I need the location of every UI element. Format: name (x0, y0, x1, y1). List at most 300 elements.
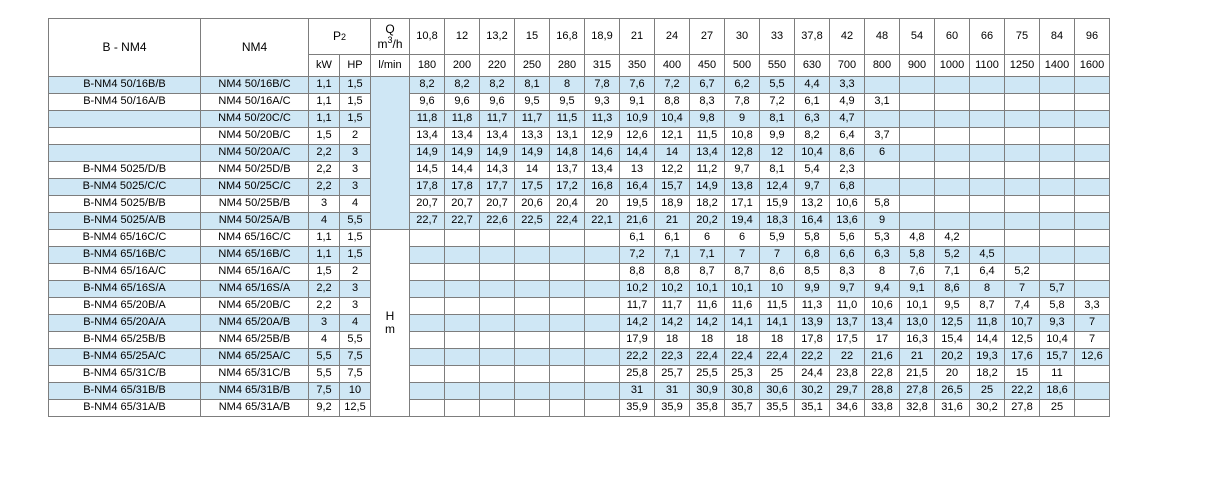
cell-head-value: 20,7 (410, 196, 445, 213)
cell-power-hp: 3 (340, 179, 371, 196)
cell-head-value (1075, 162, 1110, 179)
cell-head-value: 17,9 (620, 332, 655, 349)
cell-head-value (585, 281, 620, 298)
cell-head-value (900, 196, 935, 213)
cell-head-value: 2,3 (830, 162, 865, 179)
cell-head-value: 13,2 (795, 196, 830, 213)
table-row (49, 128, 1110, 145)
cell-head-value (935, 128, 970, 145)
cell-head-value: 14,9 (515, 145, 550, 162)
cell-head-value: 21,6 (865, 349, 900, 366)
flow-m3h-18: 84 (1040, 19, 1075, 55)
cell-head-value: 12 (760, 145, 795, 162)
cell-head-value: 7,1 (935, 264, 970, 281)
cell-head-value: 10,7 (1005, 315, 1040, 332)
cell-head-value: 14,5 (410, 162, 445, 179)
cell-power-hp: 3 (340, 281, 371, 298)
table-row (49, 315, 1110, 332)
flow-lmin-11: 630 (795, 55, 830, 77)
cell-head-value: 11,8 (445, 111, 480, 128)
flow-m3h-2: 13,2 (480, 19, 515, 55)
cell-head-value (445, 264, 480, 281)
cell-head-value: 19,5 (620, 196, 655, 213)
cell-head-value: 9,6 (410, 94, 445, 111)
cell-head-value: 7,2 (620, 247, 655, 264)
cell-head-value (935, 179, 970, 196)
cell-head-value: 8,8 (655, 264, 690, 281)
cell-head-value: 13,1 (550, 128, 585, 145)
cell-head-value: 7,2 (760, 94, 795, 111)
cell-head-value: 22,7 (445, 213, 480, 230)
cell-head-value: 14,4 (445, 162, 480, 179)
cell-head-value: 10,9 (620, 111, 655, 128)
cell-head-value (935, 77, 970, 94)
cell-head-value: 22,2 (795, 349, 830, 366)
cell-head-value: 22,3 (655, 349, 690, 366)
cell-head-value (480, 281, 515, 298)
head-unit-m-label: m (385, 322, 395, 336)
cell-bnm4-model: B-NM4 65/20A/A (49, 315, 201, 332)
cell-head-value (900, 213, 935, 230)
cell-head-value (410, 400, 445, 417)
cell-head-value (550, 247, 585, 264)
cell-head-value: 14,8 (550, 145, 585, 162)
cell-head-value: 8,3 (690, 94, 725, 111)
cell-head-value (1075, 281, 1110, 298)
cell-head-value (1075, 128, 1110, 145)
cell-head-value: 22,5 (515, 213, 550, 230)
cell-bnm4-model: B-NM4 5025/A/B (49, 213, 201, 230)
cell-head-value (1040, 179, 1075, 196)
cell-head-value: 22,7 (410, 213, 445, 230)
cell-head-value: 26,5 (935, 383, 970, 400)
cell-head-value: 24,4 (795, 366, 830, 383)
cell-power-hp: 2 (340, 264, 371, 281)
flow-lmin-10: 550 (760, 55, 795, 77)
cell-head-unit-top (371, 77, 410, 230)
cell-nm4-model: NM4 50/16B/C (201, 77, 309, 94)
table-body (49, 77, 1110, 417)
cell-head-value: 14,2 (655, 315, 690, 332)
flow-m3h-8: 27 (690, 19, 725, 55)
flow-m3h-13: 48 (865, 19, 900, 55)
cell-head-value (1040, 128, 1075, 145)
table-row (49, 281, 1110, 298)
cell-bnm4-model: B-NM4 65/20B/A (49, 298, 201, 315)
cell-head-value: 22,1 (585, 213, 620, 230)
cell-head-value: 10,1 (690, 281, 725, 298)
cell-nm4-model: NM4 65/20A/B (201, 315, 309, 332)
cell-head-value (410, 383, 445, 400)
cell-head-value: 9,6 (480, 94, 515, 111)
cell-head-value (480, 366, 515, 383)
cell-head-value: 11,8 (410, 111, 445, 128)
cell-head-value: 16,4 (795, 213, 830, 230)
cell-head-value: 13,4 (480, 128, 515, 145)
cell-head-value (480, 315, 515, 332)
cell-power-kw: 7,5 (309, 383, 340, 400)
cell-head-value (1075, 230, 1110, 247)
cell-head-value: 17,8 (445, 179, 480, 196)
cell-head-value: 9,6 (445, 94, 480, 111)
cell-head-value: 14,9 (410, 145, 445, 162)
cell-head-value (1005, 196, 1040, 213)
flow-m3h-6: 21 (620, 19, 655, 55)
cell-head-value (935, 111, 970, 128)
cell-head-value: 7 (1075, 332, 1110, 349)
cell-head-value: 6,1 (620, 230, 655, 247)
flow-m3h-12: 42 (830, 19, 865, 55)
flow-m3h-7: 24 (655, 19, 690, 55)
cell-head-value: 3,3 (830, 77, 865, 94)
cell-head-value: 5,8 (900, 247, 935, 264)
cell-head-value (1005, 247, 1040, 264)
cell-nm4-model: NM4 50/20A/C (201, 145, 309, 162)
cell-nm4-model: NM4 50/20C/C (201, 111, 309, 128)
cell-head-value: 8,1 (760, 111, 795, 128)
cell-head-value: 17,2 (550, 179, 585, 196)
cell-head-value (515, 281, 550, 298)
cell-power-hp: 1,5 (340, 230, 371, 247)
table-row (49, 383, 1110, 400)
cell-head-value: 4,5 (970, 247, 1005, 264)
cell-head-value: 7 (1005, 281, 1040, 298)
cell-bnm4-model: B-NM4 5025/C/C (49, 179, 201, 196)
cell-power-kw: 1,1 (309, 247, 340, 264)
flow-lmin-14: 900 (900, 55, 935, 77)
cell-bnm4-model (49, 145, 201, 162)
cell-power-hp: 7,5 (340, 366, 371, 383)
cell-nm4-model: NM4 65/20B/C (201, 298, 309, 315)
cell-power-kw: 4 (309, 332, 340, 349)
cell-head-value (515, 315, 550, 332)
cell-power-hp: 5,5 (340, 213, 371, 230)
cell-power-hp: 3 (340, 162, 371, 179)
cell-head-value: 8 (970, 281, 1005, 298)
cell-head-value (480, 400, 515, 417)
cell-head-value (970, 77, 1005, 94)
cell-head-value: 14,3 (480, 162, 515, 179)
cell-head-value (1005, 77, 1040, 94)
cell-head-value (1040, 196, 1075, 213)
cell-head-value (585, 230, 620, 247)
cell-head-value: 11,7 (480, 111, 515, 128)
cell-bnm4-model: B-NM4 5025/B/B (49, 196, 201, 213)
cell-head-value: 25,5 (690, 366, 725, 383)
cell-head-value: 14 (655, 145, 690, 162)
cell-head-value (1040, 111, 1075, 128)
flow-lmin-12: 700 (830, 55, 865, 77)
cell-head-value (585, 400, 620, 417)
cell-head-value: 8,2 (480, 77, 515, 94)
cell-head-value (1075, 94, 1110, 111)
cell-head-value: 20,6 (515, 196, 550, 213)
cell-power-hp: 1,5 (340, 94, 371, 111)
cell-head-value: 11,6 (690, 298, 725, 315)
cell-head-value: 20,2 (935, 349, 970, 366)
cell-head-value: 7,6 (900, 264, 935, 281)
cell-power-kw: 1,5 (309, 128, 340, 145)
cell-head-value (900, 179, 935, 196)
cell-head-value: 13,4 (585, 162, 620, 179)
cell-head-value: 20,2 (690, 213, 725, 230)
cell-power-kw: 2,2 (309, 179, 340, 196)
cell-head-value: 14,4 (970, 332, 1005, 349)
cell-head-value: 9,8 (690, 111, 725, 128)
cell-power-hp: 1,5 (340, 247, 371, 264)
flow-lmin-16: 1100 (970, 55, 1005, 77)
cell-power-hp: 2 (340, 128, 371, 145)
cell-head-value (970, 213, 1005, 230)
flow-m3h-19: 96 (1075, 19, 1110, 55)
cell-head-value (1040, 247, 1075, 264)
cell-head-value: 25,3 (725, 366, 760, 383)
cell-bnm4-model: B-NM4 65/25A/C (49, 349, 201, 366)
cell-head-value: 22,4 (550, 213, 585, 230)
cell-head-value: 6,8 (795, 247, 830, 264)
cell-head-value (515, 298, 550, 315)
cell-head-value: 20 (585, 196, 620, 213)
cell-head-value: 13,7 (550, 162, 585, 179)
cell-bnm4-model: B-NM4 65/31C/B (49, 366, 201, 383)
flow-m3h-1: 12 (445, 19, 480, 55)
cell-head-value: 10,1 (900, 298, 935, 315)
cell-head-value: 9,4 (865, 281, 900, 298)
cell-head-value: 11,7 (515, 111, 550, 128)
cell-head-value: 3,7 (865, 128, 900, 145)
cell-head-value (1040, 162, 1075, 179)
header-q-unit-exp: 3 (387, 34, 393, 45)
cell-head-value: 15,7 (1040, 349, 1075, 366)
cell-head-value (1075, 213, 1110, 230)
cell-head-value (410, 247, 445, 264)
cell-head-value: 20,4 (550, 196, 585, 213)
cell-power-kw: 5,5 (309, 349, 340, 366)
cell-head-value: 7,1 (655, 247, 690, 264)
cell-power-hp: 10 (340, 383, 371, 400)
cell-head-value: 4,7 (830, 111, 865, 128)
cell-head-value: 11,5 (760, 298, 795, 315)
cell-head-value: 22 (830, 349, 865, 366)
cell-power-hp: 1,5 (340, 111, 371, 128)
cell-power-kw: 3 (309, 196, 340, 213)
cell-head-value: 8,8 (620, 264, 655, 281)
cell-head-value: 29,7 (830, 383, 865, 400)
cell-head-value: 5,9 (760, 230, 795, 247)
cell-power-kw: 1,1 (309, 94, 340, 111)
cell-head-value: 13,9 (795, 315, 830, 332)
cell-head-value (550, 281, 585, 298)
cell-head-value: 17,6 (1005, 349, 1040, 366)
cell-head-value: 14,9 (480, 145, 515, 162)
cell-head-value (935, 145, 970, 162)
cell-head-value: 8,1 (515, 77, 550, 94)
cell-head-value: 27,8 (1005, 400, 1040, 417)
cell-bnm4-model (49, 128, 201, 145)
cell-head-value: 10,4 (1040, 332, 1075, 349)
cell-head-value (480, 264, 515, 281)
header-p2-subscript: 2 (341, 32, 347, 43)
cell-head-value (445, 315, 480, 332)
cell-head-value: 16,4 (620, 179, 655, 196)
cell-head-value: 14,6 (585, 145, 620, 162)
cell-head-value: 5,6 (830, 230, 865, 247)
cell-head-value: 22,4 (760, 349, 795, 366)
cell-head-value: 35,8 (690, 400, 725, 417)
cell-head-value: 20 (935, 366, 970, 383)
cell-head-value: 11,8 (970, 315, 1005, 332)
cell-head-value: 7,4 (1005, 298, 1040, 315)
cell-head-value: 11,5 (690, 128, 725, 145)
cell-head-value: 6,6 (830, 247, 865, 264)
flow-lmin-0: 180 (410, 55, 445, 77)
header-q-unit-den: /h (392, 36, 403, 51)
cell-head-value: 12,1 (655, 128, 690, 145)
cell-head-value: 13,4 (445, 128, 480, 145)
cell-head-value (935, 213, 970, 230)
cell-head-value (585, 332, 620, 349)
cell-head-value (1040, 230, 1075, 247)
cell-head-value: 4,2 (935, 230, 970, 247)
cell-head-value (585, 247, 620, 264)
cell-head-value: 9,7 (830, 281, 865, 298)
cell-head-value: 14,2 (620, 315, 655, 332)
cell-head-value: 22,6 (480, 213, 515, 230)
cell-head-value (900, 111, 935, 128)
cell-head-value: 22,8 (865, 366, 900, 383)
table-header (49, 19, 1110, 77)
cell-nm4-model: NM4 65/25B/B (201, 332, 309, 349)
cell-head-value: 6,3 (795, 111, 830, 128)
cell-head-value: 8,2 (410, 77, 445, 94)
flow-m3h-5: 18,9 (585, 19, 620, 55)
cell-head-value: 18,2 (690, 196, 725, 213)
cell-head-value: 6,7 (690, 77, 725, 94)
cell-head-value (445, 383, 480, 400)
cell-head-value: 15 (1005, 366, 1040, 383)
cell-head-value (970, 179, 1005, 196)
cell-head-value (970, 196, 1005, 213)
cell-head-value: 35,9 (655, 400, 690, 417)
cell-head-value: 25 (1040, 400, 1075, 417)
cell-head-value: 8,7 (690, 264, 725, 281)
cell-head-value: 6 (725, 230, 760, 247)
header-hp: HP (340, 55, 371, 77)
cell-head-value: 10,2 (655, 281, 690, 298)
cell-head-value: 5,7 (1040, 281, 1075, 298)
cell-head-value: 9,1 (620, 94, 655, 111)
cell-power-kw: 1,5 (309, 264, 340, 281)
cell-power-hp: 3 (340, 298, 371, 315)
flow-lmin-5: 315 (585, 55, 620, 77)
cell-power-hp: 7,5 (340, 349, 371, 366)
cell-head-value: 13,3 (515, 128, 550, 145)
flow-lmin-17: 1250 (1005, 55, 1040, 77)
table-row (49, 196, 1110, 213)
table-row (49, 213, 1110, 230)
flow-lmin-8: 450 (690, 55, 725, 77)
cell-head-value (410, 298, 445, 315)
cell-head-value (515, 264, 550, 281)
cell-head-value: 13,6 (830, 213, 865, 230)
cell-head-value: 11,3 (795, 298, 830, 315)
cell-head-value: 15,4 (935, 332, 970, 349)
cell-nm4-model: NM4 50/16A/C (201, 94, 309, 111)
flow-m3h-0: 10,8 (410, 19, 445, 55)
cell-head-value (1005, 230, 1040, 247)
cell-head-value (550, 400, 585, 417)
cell-head-value: 14,2 (690, 315, 725, 332)
cell-head-value (935, 94, 970, 111)
cell-head-value: 19,4 (725, 213, 760, 230)
cell-bnm4-model: B-NM4 65/16S/A (49, 281, 201, 298)
table-row (49, 77, 1110, 94)
flow-lmin-3: 250 (515, 55, 550, 77)
cell-head-value (1005, 145, 1040, 162)
cell-head-value: 18 (725, 332, 760, 349)
cell-head-value: 17,5 (515, 179, 550, 196)
cell-head-value: 35,1 (795, 400, 830, 417)
cell-head-value (935, 196, 970, 213)
cell-head-value: 22,2 (620, 349, 655, 366)
cell-head-value: 30,6 (760, 383, 795, 400)
table-row (49, 332, 1110, 349)
cell-nm4-model: NM4 50/25D/B (201, 162, 309, 179)
cell-head-value: 5,2 (935, 247, 970, 264)
cell-head-value: 13,4 (865, 315, 900, 332)
table-row (49, 94, 1110, 111)
pump-performance-table (48, 18, 1110, 417)
cell-head-value: 17,5 (830, 332, 865, 349)
cell-head-value: 6 (865, 145, 900, 162)
cell-head-value (1075, 179, 1110, 196)
cell-head-value: 9,3 (585, 94, 620, 111)
cell-head-value (550, 332, 585, 349)
cell-head-value: 18 (690, 332, 725, 349)
cell-bnm4-model: B-NM4 65/16B/C (49, 247, 201, 264)
cell-head-value: 9 (725, 111, 760, 128)
cell-head-value: 22,4 (690, 349, 725, 366)
cell-bnm4-model: B-NM4 65/31B/B (49, 383, 201, 400)
cell-power-kw: 2,2 (309, 298, 340, 315)
cell-head-value: 21,5 (900, 366, 935, 383)
cell-head-value: 25,7 (655, 366, 690, 383)
cell-head-value (445, 230, 480, 247)
header-q (371, 19, 410, 55)
cell-head-value: 28,8 (865, 383, 900, 400)
cell-head-value: 5,3 (865, 230, 900, 247)
cell-head-value: 6,4 (830, 128, 865, 145)
cell-head-value: 11,2 (690, 162, 725, 179)
cell-head-value: 13 (620, 162, 655, 179)
cell-head-value (585, 383, 620, 400)
cell-head-value: 7,1 (690, 247, 725, 264)
cell-head-value (865, 179, 900, 196)
cell-head-value (1075, 383, 1110, 400)
cell-head-value: 8,2 (795, 128, 830, 145)
cell-power-kw: 1,1 (309, 111, 340, 128)
cell-head-value (515, 366, 550, 383)
flow-m3h-17: 75 (1005, 19, 1040, 55)
cell-head-value: 6,1 (655, 230, 690, 247)
cell-head-value: 13,8 (725, 179, 760, 196)
cell-head-value (1005, 162, 1040, 179)
cell-head-value: 9,9 (795, 281, 830, 298)
header-q-letter: Q (385, 21, 395, 36)
cell-power-kw: 4 (309, 213, 340, 230)
cell-head-value: 10,8 (725, 128, 760, 145)
flow-lmin-15: 1000 (935, 55, 970, 77)
